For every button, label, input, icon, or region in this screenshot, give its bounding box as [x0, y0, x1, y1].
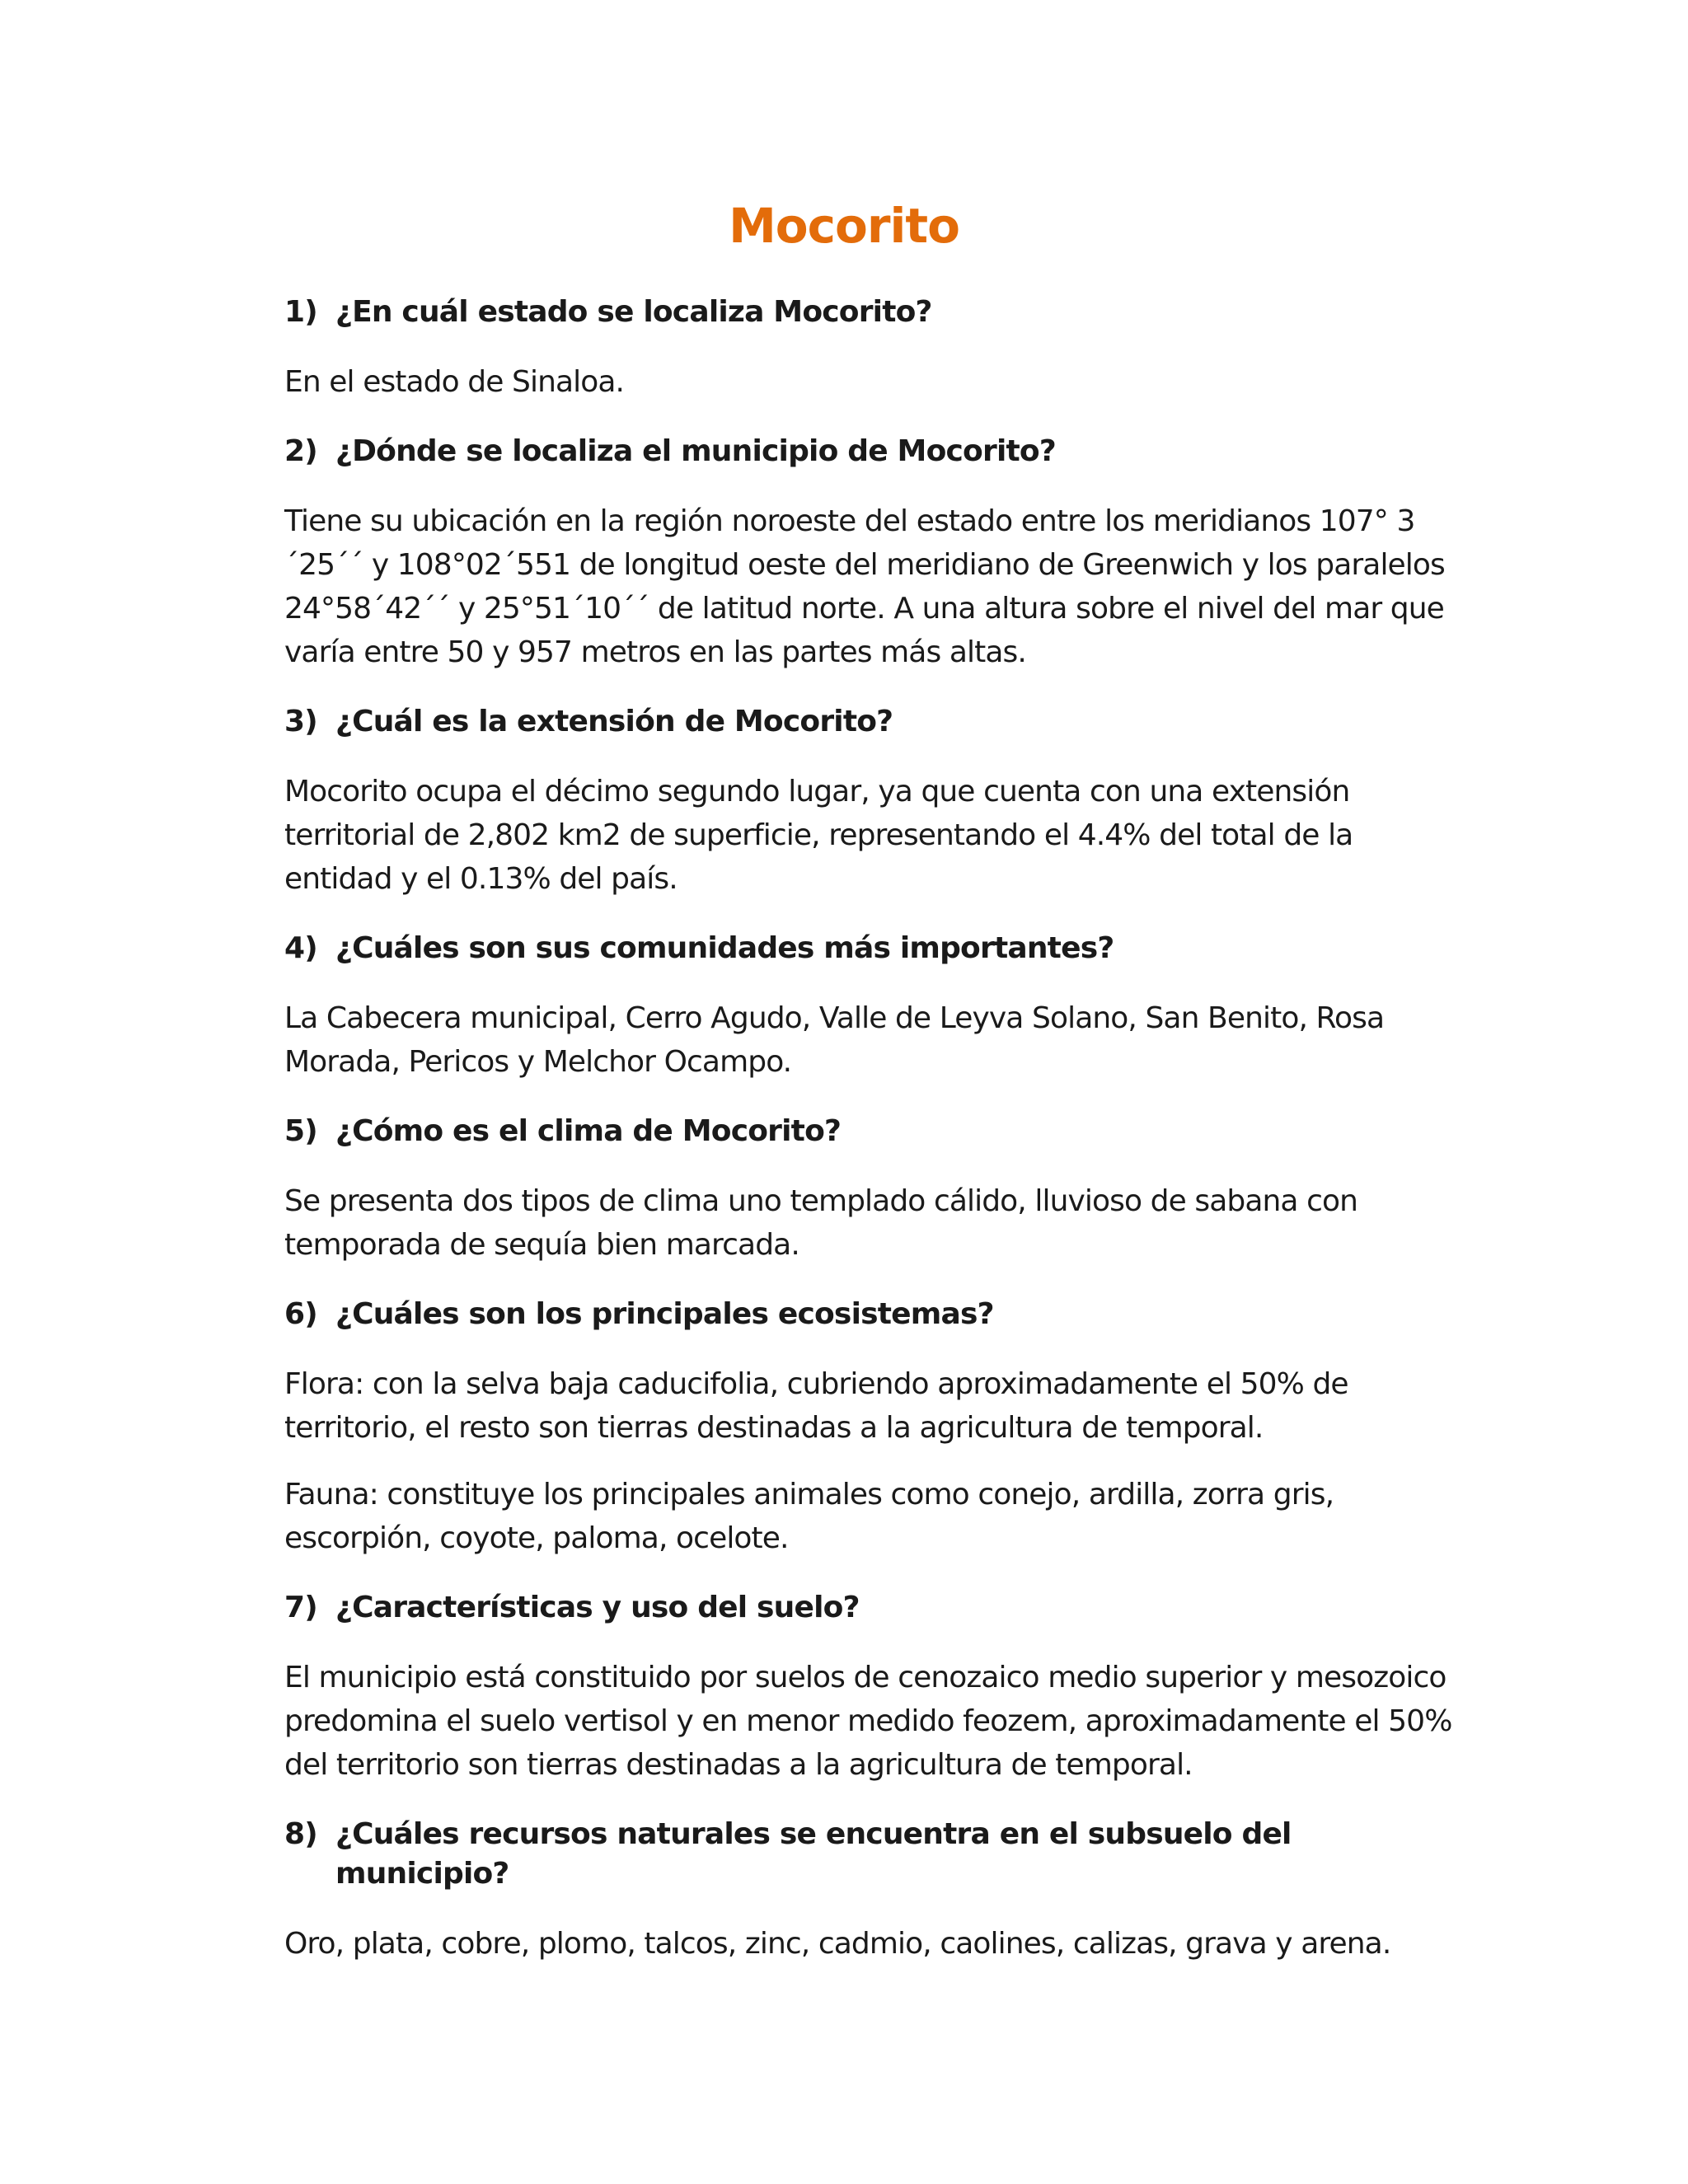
question-6: [284, 1295, 1463, 1334]
answer-6-flora: Flora: con la selva baja caducifolia, cubriendo aproximadamente el 50% de territorio, el resto son tierras destinadas a la agricultura de temporal.: [284, 1367, 1348, 1445]
question-number: 7): [284, 1591, 317, 1624]
question-text: ¿Cuál es la extensión de Mocorito?: [335, 705, 893, 738]
question-text: ¿En cuál estado se localiza Mocorito?: [335, 295, 932, 329]
question-text: ¿Cómo es el clima de Mocorito?: [335, 1114, 842, 1148]
question-7: [284, 1588, 1463, 1628]
answer-6-fauna: Fauna: constituye los principales animales como conejo, ardilla, zorra gris, escorpión, coyote, paloma, ocelote.: [284, 1478, 1334, 1555]
answer-7: El municipio está constituido por suelos de cenozaico medio superior y mesozoico predomina el suelo vertisol y en menor medido feozem, aproximadamente el 50% del territorio son tierras destinadas a la agricultura de temporal.: [284, 1661, 1452, 1782]
answer-1: En el estado de Sinaloa.: [284, 365, 625, 399]
answer-4: La Cabecera municipal, Cerro Agudo, Valle de Leyva Solano, San Benito, Rosa Morada, Pericos y Melchor Ocampo.: [284, 1001, 1385, 1079]
question-text: ¿Cuáles son sus comunidades más importantes?: [335, 931, 1114, 965]
question-number: 8): [284, 1817, 317, 1851]
page-title: Mocorito: [729, 198, 959, 254]
question-text: ¿Cuáles son los principales ecosistemas?: [335, 1297, 994, 1331]
question-number: 1): [284, 295, 317, 329]
question-number: 2): [284, 434, 317, 468]
question-5: [284, 1112, 1463, 1151]
question-8: [284, 1815, 1463, 1894]
answer-5: Se presenta dos tipos de clima uno templado cálido, lluvioso de sabana con temporada de sequía bien marcada.: [284, 1184, 1358, 1262]
question-2: [284, 432, 1463, 471]
question-number: 4): [284, 931, 317, 965]
question-text: ¿Cuáles recursos naturales se encuentra en el subsuelo del municipio?: [335, 1817, 1292, 1891]
answer-8: Oro, plata, cobre, plomo, talcos, zinc, cadmio, caolines, calizas, grava y arena.: [284, 1927, 1391, 1961]
answer-3: Mocorito ocupa el décimo segundo lugar, ya que cuenta con una extensión territorial de 2,802 km2 de superficie, representando el 4.4% del total de la entidad y el 0.13% del país.: [284, 775, 1353, 896]
question-number: 3): [284, 705, 317, 738]
qa-list: [284, 293, 1463, 1994]
question-text: ¿Dónde se localiza el municipio de Mocorito?: [335, 434, 1056, 468]
answer-2: Tiene su ubicación en la región noroeste del estado entre los meridianos 107° 3´25´´ y 108°02´551 de longitud oeste del meridiano de Greenwich y los paralelos 24°58´42´´ y 25°51´10´´ de latitud norte. A una altura sobre el nivel del mar que varía entre 50 y 957 metros en las partes más altas.: [284, 504, 1445, 669]
question-4: [284, 929, 1463, 968]
question-3: [284, 702, 1463, 742]
question-text: ¿Características y uso del suelo?: [335, 1591, 860, 1624]
question-1: [284, 293, 1463, 332]
question-number: 6): [284, 1297, 317, 1331]
question-number: 5): [284, 1114, 317, 1148]
